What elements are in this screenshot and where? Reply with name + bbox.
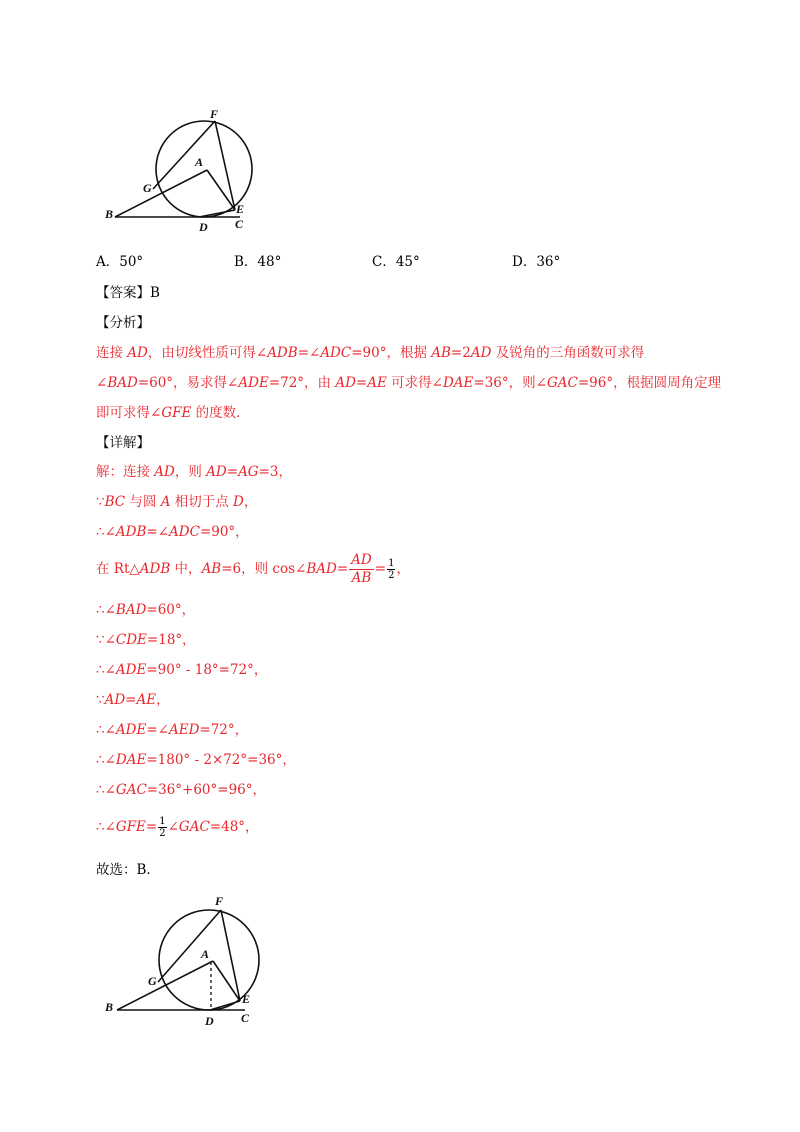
label-b: B [105,207,114,221]
option-b: B．48° [234,254,282,270]
label-c: C [235,217,244,231]
label-c-2: C [241,1011,250,1025]
fraction-one-half-2: $\frac{1}{2}$ [159,816,166,839]
answer-heading: 【答案】 [96,285,150,301]
label-e: E [236,202,245,216]
label-d: D [199,220,208,234]
answer-value: B [150,285,160,301]
label-a-2: A [201,947,210,961]
option-a: A．50° [96,254,144,270]
label-g-2: G [148,974,157,988]
detail-step-2: ∵BC 与圆 A 相切于点 D， [96,494,258,510]
figure-svg [95,100,275,240]
fraction-ad-ab: $\frac{AD}{AB}$ [351,552,372,586]
analysis-heading: 【分析】 [96,315,150,331]
label-e-2: E [242,992,251,1006]
option-d: D．36° [512,254,561,270]
detail-step-9: ∴∠ADE=∠AED=72°， [96,722,249,738]
detail-heading: 【详解】 [96,435,150,451]
figure-svg-bottom [95,888,280,1033]
detail-step-11: ∴∠GAC=36°+60°=96°， [96,782,267,798]
detail-step-3: ∴∠ADB=∠ADC=90°， [96,524,249,540]
detail-step-5: ∴∠BAD=60°， [96,602,196,618]
conclusion: 故选：B． [96,862,160,878]
option-c: C．45° [372,254,420,270]
detail-step-4: 在 Rt△ADB 中，AB=6，则 cos∠BAD= $\frac{AD}{AB}$ = $\frac{1}{2}$ ， [96,552,410,586]
label-g: G [143,181,152,195]
label-d-2: D [205,1014,214,1028]
geometry-figure-top [95,100,275,240]
label-f: F [210,107,219,121]
analysis-line-2: ∠BAD=60°，易求得∠ADE=72°，由 AD=AE 可求得∠DAE=36°，则∠GAC=96°，根据圆周角定理 [96,375,722,391]
analysis-line-3: 即可求得∠GFE 的度数． [96,405,250,421]
label-f-2: F [215,894,224,908]
answer-line [96,283,160,303]
detail-step-12: ∴∠GFE= $\frac{1}{2}$ ∠GAC=48°， [96,816,259,839]
detail-step-6: ∵∠CDE=18°， [96,632,196,648]
detail-step-1: 解：连接 AD，则 AD=AG=3， [96,464,293,480]
geometry-figure-bottom [95,888,280,1033]
detail-step-10: ∴∠DAE=180° - 2×72°=36°， [96,752,296,768]
detail-step-8: ∵AD=AE， [96,692,170,708]
label-a: A [195,155,204,169]
label-b-2: B [105,1000,114,1014]
fraction-one-half: $\frac{1}{2}$ [388,558,395,581]
detail-step-7: ∴∠ADE=90° - 18°=72°， [96,662,268,678]
analysis-line-1: 连接 AD，由切线性质可得∠ADB=∠ADC=90°，根据 AB=2AD 及锐角的三角函数可求得 [96,345,645,361]
